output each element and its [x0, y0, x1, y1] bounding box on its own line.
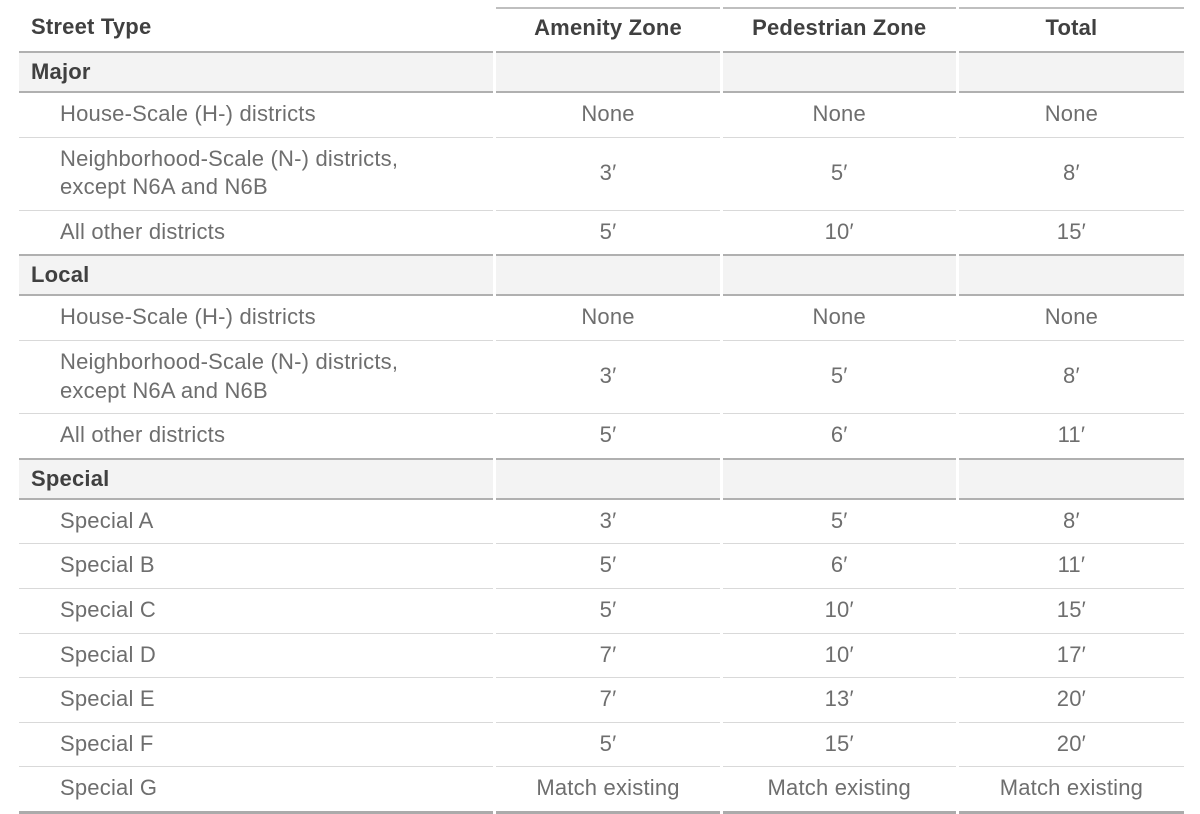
column-header-total: Total — [959, 7, 1184, 51]
section-label: Major — [19, 51, 493, 93]
table-row-major-all-other — [19, 211, 1184, 255]
amenity-zone-value: 3′ — [496, 341, 719, 414]
amenity-zone-value: 5′ — [496, 723, 719, 768]
amenity-zone-value: 5′ — [599, 422, 617, 448]
amenity-zone-value: 5′ — [496, 544, 719, 589]
table-row-local-house-scale — [19, 296, 1184, 341]
section-label: Local — [19, 254, 493, 296]
section-band-cell — [496, 51, 719, 93]
section-band-cell — [959, 254, 1184, 296]
total-value: 8′ — [959, 500, 1184, 545]
row-label: Special F — [19, 723, 493, 768]
row-label: Special E — [19, 678, 493, 723]
table-row-special-f — [19, 723, 1184, 768]
row-label: Neighborhood-Scale (N-) districts, except N6A and N6B — [19, 341, 493, 414]
section-label: Special — [19, 458, 493, 500]
total-value: None — [959, 93, 1184, 138]
section-row-major — [19, 51, 1184, 93]
pedestrian-zone-value: Match existing — [723, 767, 956, 814]
section-row-local — [19, 254, 1184, 296]
table-row-local-all-other — [19, 414, 1184, 458]
total-value: None — [959, 296, 1184, 341]
row-label: House-Scale (H-) districts — [19, 93, 493, 138]
section-band-cell — [496, 254, 719, 296]
column-header-amenity-zone: Amenity Zone — [496, 7, 719, 51]
pedestrian-zone-value: 5′ — [723, 500, 956, 545]
total-value: 15′ — [959, 589, 1184, 634]
section-band-cell — [496, 458, 719, 500]
row-label: All other districts — [60, 218, 226, 244]
row-label: Neighborhood-Scale (N-) districts, except N6A and N6B — [19, 138, 493, 211]
total-value: 15′ — [1056, 218, 1086, 244]
header-row — [19, 7, 1184, 51]
amenity-zone-value: 5′ — [599, 218, 617, 244]
table-body — [19, 51, 1184, 814]
table-row-local-neighborhood-scale — [19, 341, 1184, 414]
amenity-zone-value: None — [496, 93, 719, 138]
total-value: 17′ — [959, 634, 1184, 679]
section-band-cell — [723, 458, 956, 500]
table-row-special-a — [19, 500, 1184, 545]
pedestrian-zone-value: 6′ — [830, 422, 848, 448]
amenity-zone-value: 7′ — [496, 634, 719, 679]
amenity-zone-value: Match existing — [496, 767, 719, 814]
pedestrian-zone-value: 5′ — [723, 341, 956, 414]
pedestrian-zone-value: 13′ — [723, 678, 956, 723]
column-header-street-type: Street Type — [31, 14, 152, 39]
pedestrian-zone-value: None — [723, 93, 956, 138]
pedestrian-zone-value: 6′ — [723, 544, 956, 589]
pedestrian-zone-value: None — [723, 296, 956, 341]
row-label: Special G — [19, 767, 493, 814]
table-row-special-g — [19, 767, 1184, 814]
section-band-cell — [959, 51, 1184, 93]
total-value: 11′ — [959, 544, 1184, 589]
pedestrian-zone-value: 10′ — [723, 634, 956, 679]
row-label: Special A — [19, 500, 493, 545]
section-band-cell — [723, 254, 956, 296]
total-value: 11′ — [1057, 422, 1086, 448]
pedestrian-zone-value: 15′ — [723, 723, 956, 768]
section-band-cell — [959, 458, 1184, 500]
amenity-zone-value: 3′ — [496, 138, 719, 211]
section-band-cell — [723, 51, 956, 93]
table-header — [19, 7, 1184, 51]
pedestrian-zone-value: 10′ — [723, 589, 956, 634]
table-row-special-e — [19, 678, 1184, 723]
amenity-zone-value: None — [496, 296, 719, 341]
table-row-special-c — [19, 589, 1184, 634]
row-label: House-Scale (H-) districts — [19, 296, 493, 341]
pedestrian-zone-value: 10′ — [824, 218, 854, 244]
row-label: Special B — [19, 544, 493, 589]
row-label: Special D — [19, 634, 493, 679]
section-row-special — [19, 458, 1184, 500]
table-row-major-house-scale — [19, 93, 1184, 138]
column-header-pedestrian-zone: Pedestrian Zone — [723, 7, 956, 51]
table-row-special-d — [19, 634, 1184, 679]
total-value: Match existing — [959, 767, 1184, 814]
table-row-major-neighborhood-scale — [19, 138, 1184, 211]
pedestrian-zone-value: 5′ — [723, 138, 956, 211]
total-value: 8′ — [959, 138, 1184, 211]
table-row-special-b — [19, 544, 1184, 589]
sidewalk-zone-requirements-table — [16, 7, 1187, 814]
total-value: 8′ — [959, 341, 1184, 414]
amenity-zone-value: 7′ — [496, 678, 719, 723]
row-label: All other districts — [60, 422, 226, 448]
total-value: 20′ — [959, 723, 1184, 768]
total-value: 20′ — [959, 678, 1184, 723]
amenity-zone-value: 5′ — [496, 589, 719, 634]
row-label: Special C — [19, 589, 493, 634]
amenity-zone-value: 3′ — [496, 500, 719, 545]
